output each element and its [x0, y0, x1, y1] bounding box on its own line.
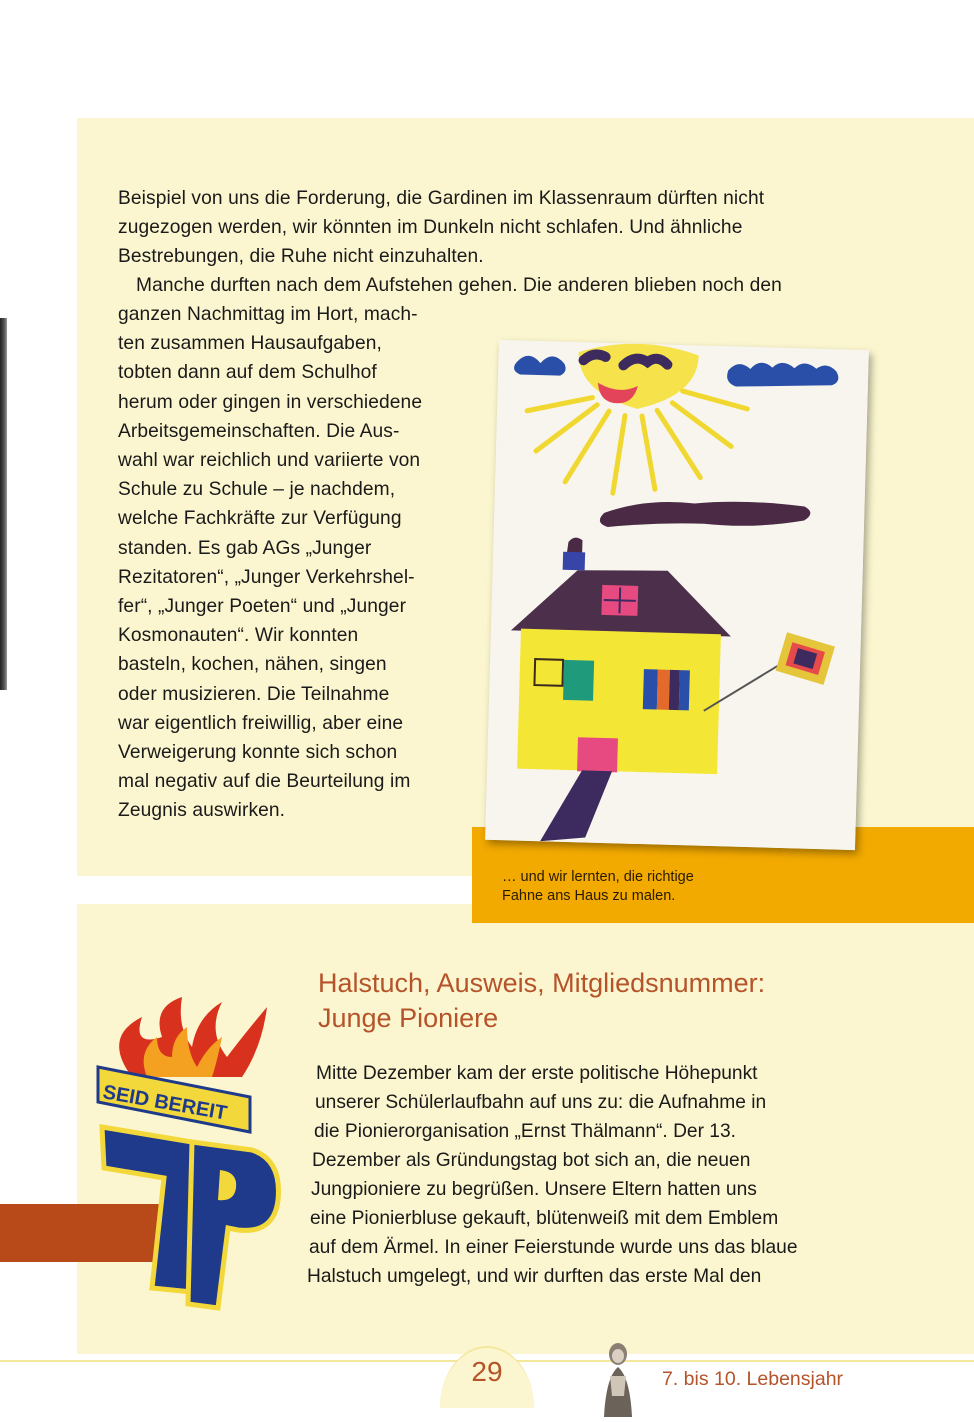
page-edge-shadow	[0, 318, 7, 690]
text-line: tobten dann auf dem Schulhof	[118, 362, 377, 384]
text-line: Kosmonauten“. Wir konnten	[118, 625, 359, 647]
text-line: Arbeitsgemeinschaften. Die Aus-	[118, 420, 400, 442]
page-number: 29	[471, 1356, 503, 1387]
text-line: Jungpioniere zu begrüßen. Unsere Eltern hatten uns	[311, 1179, 757, 1200]
text-line: Mitte Dezember kam der erste politische Höhepunkt	[316, 1063, 758, 1084]
text-line: Halstuch umgelegt, und wir durften das erste Mal den	[307, 1266, 762, 1287]
text-line: basteln, kochen, nähen, singen	[118, 654, 387, 676]
text-line: die Pionierorganisation „Ernst Thälmann“. Der 13.	[314, 1121, 736, 1142]
text-line: ganzen Nachmittag im Hort, mach-	[118, 304, 418, 325]
text-line: zugezogen werden, wir könnten im Dunkeln nicht schlafen. Und ähnliche	[118, 217, 743, 239]
text-line: Beispiel von uns die Forderung, die Gardinen im Klassenraum dürften nicht	[118, 188, 765, 209]
text-line: fer“, „Junger Poeten“ und „Junger	[118, 596, 407, 618]
heading-line: Halstuch, Ausweis, Mitgliedsnummer:	[318, 968, 766, 998]
text-line: mal negativ auf die Beurteilung im	[118, 771, 411, 793]
text-line: wahl war reichlich und variierte von	[118, 450, 421, 472]
text-line: Schule zu Schule – je nachdem,	[118, 479, 396, 501]
heading-line: Junge Pioniere	[318, 1003, 499, 1033]
text-line: Rezitatoren“, „Junger Verkehrshel-	[118, 566, 415, 588]
chapter-label: 7. bis 10. Lebensjahr	[662, 1368, 844, 1390]
paragraph-hort	[118, 300, 422, 826]
text-line: war eigentlich freiwillig, aber eine	[118, 712, 404, 734]
text-line: Dezember als Gründungstag bot sich an, die neuen	[312, 1150, 751, 1171]
text-line: ten zusammen Hausaufgaben,	[118, 333, 382, 355]
emblem-text: SEID BEREIT	[101, 1081, 229, 1125]
paragraph-continued	[118, 184, 764, 272]
text-line: unserer Schülerlaufbahn auf uns zu: die Aufnahme in	[315, 1092, 767, 1113]
text-line: Bestrebungen, die Ruhe nicht einzuhalten.	[118, 246, 484, 268]
caption-line: Fahne ans Haus zu malen.	[502, 888, 676, 904]
text-line: Zeugnis auswirken.	[118, 800, 286, 822]
section-heading	[318, 966, 765, 1036]
pioneer-emblem-logo	[92, 992, 282, 1312]
text-line: eine Pionierbluse gekauft, blütenweiß mit dem Emblem	[310, 1208, 779, 1229]
text-line: herum oder gingen in verschiedene	[118, 391, 423, 413]
text-line: auf dem Ärmel. In einer Feierstunde wurde uns das blaue	[309, 1237, 798, 1258]
text-line: oder musizieren. Die Teilnahme	[118, 683, 390, 705]
text-line: welche Fachkräfte zur Verfügung	[118, 508, 402, 530]
text-line: standen. Es gab AGs „Junger	[118, 537, 372, 559]
paragraph-first-line	[118, 271, 782, 300]
figure-caption	[502, 868, 694, 906]
caption-line: … und wir lernten, die richtige	[502, 869, 694, 885]
text-line: Manche durften nach dem Aufstehen gehen. Die anderen blieben noch den	[136, 275, 782, 296]
text-line: Verweigerung konnte sich schon	[118, 742, 398, 764]
girl-figure-image	[590, 1340, 646, 1417]
child-drawing-image	[485, 340, 869, 850]
